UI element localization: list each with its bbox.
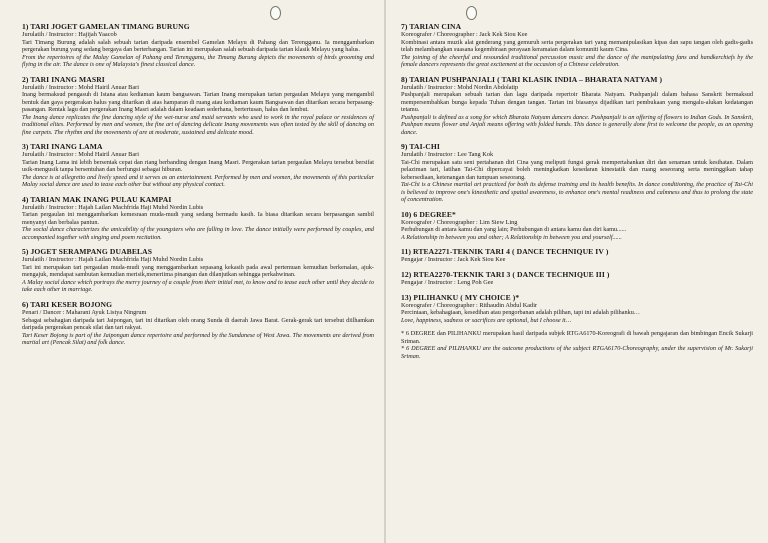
english-description: A Malay social dance which portrays the merry journey of a couple from their initial met, to know and to tease each other until they decide to take each other in marriage. [22,278,374,294]
program-item [401,270,753,287]
english-description: Tai-Chi is a Chinese martial art practiced for both its defense training and its health benefits. In dance conditioning, the practice of Tai-Chi is believed to improve one's kinesthetic and spatial awareness, to enhance one's mental readiness and calmness and thus to prolong the state of concentration. [401,181,753,204]
footnotes [401,330,753,360]
item-title: 12) RTEA2270-TEKNIK TARI 3 ( DANCE TECHNIQUE III ) [401,269,610,279]
item-credit: Jurulatih / Instructor : Mohd Hairil Anuar Bari [22,151,139,159]
malay-description: Tari ini merupakan tari pergaulan muda-mudi yang menggambarkan sepasang kekasih pada awal pertemuan kemudian berkenalan, ajuk-mengajuk, mendapat sambutan kemudian merisik,meneriima pinangan dan dilanjutkan sehingga perkahwinan. [22,263,374,279]
malay-description: Tarian pergaulan ini menggambarkan kemesraan muda-mudi yang sedang bermadu kasih. Ia biasa ditarikan secara berpasangan sambil menyanyi dan berbalas pantun. [22,211,374,226]
program-item [401,75,753,137]
right-column [401,22,753,360]
program-item [401,22,753,69]
program-item [22,195,374,242]
item-credit: Koreografer / Choreographer : Jack Kek Siou Kee [401,31,528,38]
footnote: * 6 DEGREE and PILIHANKU are the outcome productions of the subject RTGA6170-Choreography, under the supervision of Mr. Sukarji Sriman. [401,345,753,360]
left-column [22,22,374,353]
malay-description: Tarian Inang Lama ini lebih bersentak cepat dan riang berbanding dengan Inang Masri. Pergerakan tarian pergaulan Melayu tersebut bersifat usik-mengusik tanpa bersentuhan dan berfungsi sebagai hiburan. [22,158,374,174]
item-title: 7) TARIAN CINA [401,22,462,31]
item-title: 10) 6 DEGREE* [401,209,456,219]
item-title: 6) TARI KESER BOJONG [22,299,113,309]
program-item [401,210,753,242]
malay-description: Inang bermaksud pengasuh di Istana atau kediaman kaum bangsawan. Tarian Inang merupakan tarian pergaulan Melayu yang mengambil bentuk dan gaya pergerakan halus yang ditarikan di atas hamparan di ruang atau kediaman kaum Bangsawan dan ditarikan secara berpasang-pasangan. Rentak lagu dan pergerakan Inang Masri adalah dalam keadaan sederhana, bertertusan, halus dan lembut. [22,91,374,114]
page-fold [384,0,386,543]
punch-hole [466,6,477,20]
english-description: Tari Keser Bojong is part of the Jaipongan dance repertoire and performed by the Sundanese of West Jawa. The movements are derived from martial art (Pencak Silat) and folk dance. [22,331,374,347]
item-credit: Jurulatih / Instructor : Hajijah Yaacob [22,31,117,38]
malay-description: Percintaan, kebahagiaan, kesedihan atau pengorbanan adalah pilihan, tapi ini adalah pilihanku… [401,309,640,317]
malay-description: Kombinasi antara muzik alat genderang yang gemuruh serta pergerakan tari yang memanipulasikan kipas dan sapu tangan oleh gadis-gadis telah melambangkan suasana kegembiraan perayaan keramaian dalam komuniti kaum Cina. [401,38,753,54]
english-description: The joining of the cheerful and resounded traditional percussion music and the dance of the manipulating fans and handkerchiefs by the female dancers represents the great excitement at the occasion of a Chinese celebration. [401,53,753,69]
english-description: A Relationship in between you and other; A Relationship in between you and yourself...... [401,233,622,241]
punch-hole [270,6,281,20]
english-description: The dance is at allegretto and lively speed and it serves as an entertainment. Performed by men and women, the movements of this particular Malay social dance are used to tease each other but without any physical contact. [22,173,374,189]
malay-description: Tai-Chi merupakan satu seni pertahanan diri Cina yang meliputi fungsi gerak mempertahankan diri dan senaman untuk kesihatan. Dalam pelaziman tari, latihan Tai-Chi dipercayai boleh meningkatkan kesedaran kinestatik dan ruang seseorang serta meninggikan tahap kebersediaan, ketenangan dan tumpuan seseorang. [401,158,753,181]
item-credit: Jurulatih / Instructor : Mohd Hairil Anuar Bari [22,83,139,91]
malay-description: Perhubungan di antara kamu dan yang lain; Perhubungan di antara kamu dan diri kamu...... [401,226,627,234]
item-title: 5) JOGET SERAMPANG DUABELAS [22,247,153,257]
item-title: 2) TARI INANG MASRI [22,74,105,84]
english-description: The social dance characterizes the amicability of the youngsters who are falling in love. The dance initially were performed by couples, and accompanied together with singing and poem recitation. [22,226,374,241]
english-description: Love, happiness, sadness or sacrifices are optional, but I choose it… [401,316,572,324]
item-credit: Pengajar / Instructor : Jack Kek Siou Kee [401,256,506,264]
english-description: The Inang dance replicates the fine dancing style of the wet-nurse and maid servants who used to work in the royal palace or residences of traditional elites. Performed by men and women, the fine art of dancing delicate Inang movements was often tested by the skill of dancing on fine carpets. The rhythm and the movements of are at moderate, sustained and delicate mood. [22,113,374,136]
item-title: 3) TARI INANG LAMA [22,142,103,152]
item-title: 8) TARIAN PUSHPANJALI ( TARI KLASIK INDIA – BHARATA NATYAM ) [401,74,663,84]
program-item [22,22,374,69]
item-credit: Jurulatih / Instructor : Hajah Lailan Machfrida Haji Muhd Nordin Lubis [22,256,204,264]
item-credit: Koreografer / Choreographer : Rithaudin Abdul Kadir [401,301,538,309]
item-credit: Penari / Dancer : Maharani Ayuk Listya Ningrum [22,308,147,316]
item-credit: Jurulatih / Instructor : Lee Tang Kok [401,151,494,159]
malay-description: Tari Timang Burung adalah salah sebuah tarian daripada ensembel Gamelan Melayu di Pahang dan Terengganu. Ia menggambarkan pergerakan burung yang sedang bergaya dan berterbangan. Tarian ini merupakan salah sebuah daripada tarian klasik Melayu yang halus. [22,38,374,54]
item-title: 13) PILIHANKU ( MY CHOICE )* [401,292,520,302]
item-credit: Pengajar / Instructor : Leng Poh Gee [401,278,494,286]
program-item [22,300,374,347]
item-title: 1) TARI JOGET GAMELAN TIMANG BURUNG [22,22,190,31]
item-title: 9) TAI-CHI [401,142,440,152]
program-item [22,75,374,137]
program-item [401,247,753,264]
footnote: * 6 DEGREE dan PILIHANKU merupakan hasil daripada subjek RTGA6170-Koreografi di bawah pengajaran dan bimbingan Encik Sukarji Sriman. [401,330,753,345]
item-credit: Jurulatih / Instructor : Mohd Nordin Abdolatip [401,83,519,91]
program-item [22,247,374,294]
malay-description: Sebagai sebahagian daripada tari Jaipongan, tari ini ditarikan oleh orang Sunda di daerah Jawa Barat. Gerak-gerak tari tersebut diilhamkan daripada pergerakan pencak silat dan tari rakyat. [22,316,374,332]
item-credit: Koreografer / Choreographer : Lim Siew Ling [401,218,518,226]
program-item [401,142,753,204]
item-title: 4) TARIAN MAK INANG PULAU KAMPAI [22,194,172,204]
malay-description: Pushpanjali merupakan sebuah tarian dan lagu daripada repertoir Bharata Natyam. Pushpanjali dalam bahasa Sanskrit bermaksud mempersembahkan bunga kepada Tuhan dengan tangan. Tarian ini biasanya dijadikan tari pembukaan yang mengalu-alukan kedatangan tetamu. [401,91,753,114]
program-item [22,142,374,189]
item-credit: Jurulatih / Instructor : Hajah Lailan Machfrida Haji Muhd Nordin Lubis [22,203,204,211]
english-description: Pushpanjali is defined as a song for which Bharata Natyam dancers dance. Pushpanjali is an offering of flowers to Indian Gods. In Sanskrit, Pushpan means flower and Anjali means offering with folded hands. This dance is generally done first to welcome the people, as an opening dance. [401,113,753,136]
item-title: 11) RTEA2271-TEKNIK TARI 4 ( DANCE TECHNIQUE IV ) [401,247,609,257]
program-item [401,293,753,325]
english-description: From the repertoires of the Malay Gamelan of Pahang and Terengganu, the Timang Burung depicts the movements of birds grooming and flying in the air. The dance is one of Malaysia's finest classical dance. [22,53,374,69]
